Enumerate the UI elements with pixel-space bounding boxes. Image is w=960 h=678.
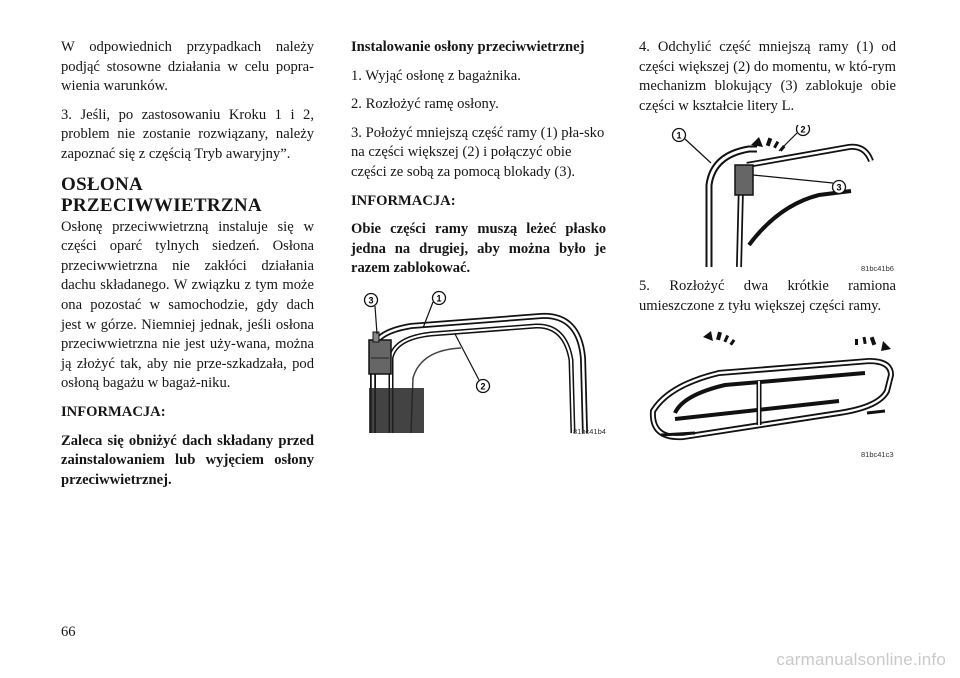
- column-left: [61, 38, 314, 499]
- figure-code: 81bc41b4: [573, 426, 606, 436]
- section-heading: [61, 174, 314, 216]
- install-step-2: 2. Rozłożyć ramę osłony.: [351, 96, 499, 113]
- callout-3: 3: [836, 182, 842, 193]
- figure-frame-lock: [351, 288, 606, 436]
- paragraph-step-3: 3. Jeśli, po zastosowaniu Kroku 1 i 2, problem nie zostanie rozwiązany, należy zapoznać się z częścią Tryb awaryjny”.: [61, 106, 314, 162]
- callout-2: 2: [480, 381, 486, 392]
- paragraph-conditions: W odpowiednich przypadkach należy podjąć stosowne działania w celu popra-wienia warunków.: [61, 39, 314, 95]
- install-title: Instalowanie osłony przeciwwietrznej: [351, 39, 585, 55]
- column-middle: [351, 38, 606, 436]
- section-heading-line-2: PRZECIWWIETRZNA: [61, 194, 262, 216]
- info-label: INFORMACJA:: [351, 192, 456, 209]
- callout-3: 3: [368, 295, 374, 306]
- install-step-4: 4. Odchylić część mniejszą ramy (1) od części większej (2) do momentu, w któ-rym mechanizm blokujący (3) zablokuje obie części w kształcie litery L.: [639, 39, 896, 114]
- callout-1: 1: [676, 130, 682, 141]
- figure-frame-l-shape: [639, 125, 896, 274]
- page-number: 66: [61, 624, 76, 640]
- info-text: Obie części ramy muszą leżeć płasko jedna na drugiej, aby można było je razem zablokować.: [351, 221, 606, 277]
- figure-code: 81bc41c3: [861, 449, 894, 459]
- figure-frame-arms: [639, 327, 896, 457]
- info-label: INFORMACJA:: [61, 403, 166, 420]
- frame-arms-illustration: [639, 327, 896, 457]
- install-step-5: 5. Rozłożyć dwa krótkie ramiona umieszczone z tyłu większej części ramy.: [639, 278, 896, 314]
- install-step-3: 3. Położyć mniejszą część ramy (1) pła-sko na części większej (2) i połączyć obie części ze sobą za pomocą blokady (3).: [351, 124, 605, 180]
- paragraph-windscreen-intro: Osłonę przeciwwietrzną instaluje się w części oparć tylnych siedzeń. Osłona przeciwwietrzna nie zakłóci działania dachu składanego. W związku z tym może ona pozostać w samochodzie, gdy dach jest w górze. Niemniej jednak, jeśli osłona przeciwwietrzna nie jest uży-wana, można ją złożyć tak, aby nie prze-szkadzała, pod osłoną bagażu w bagaż-niku.: [61, 218, 314, 392]
- figure-code: 81bc41b6: [861, 264, 894, 274]
- frame-lock-illustration: [351, 288, 606, 436]
- section-heading-line-1: OSŁONA: [61, 173, 144, 195]
- column-right: [639, 38, 896, 457]
- install-step-1: 1. Wyjąć osłonę z bagażnika.: [351, 67, 521, 84]
- watermark: carmanualsonline.info: [776, 650, 946, 669]
- callout-2: 2: [800, 125, 806, 135]
- info-text: Zaleca się obniżyć dach składany przed zainstalowaniem lub wyjęciem osłony przeciwwietrznej.: [61, 432, 314, 488]
- callout-1: 1: [436, 293, 442, 304]
- frame-l-shape-illustration: [639, 125, 896, 271]
